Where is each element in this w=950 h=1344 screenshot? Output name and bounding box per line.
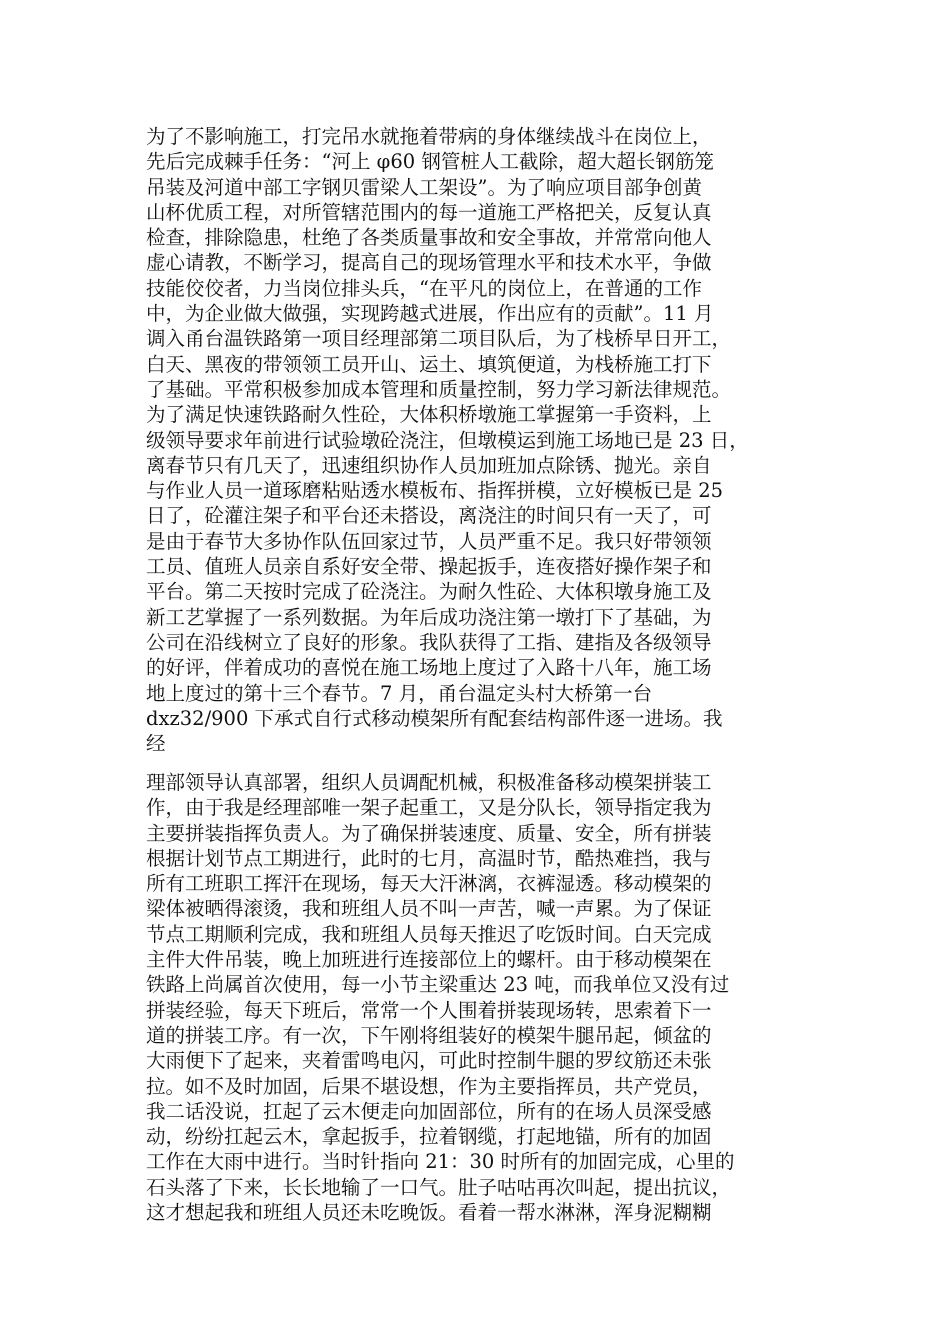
- text-line: 工作在大雨中进行。当时针指向 21：30 时所有的加固完成，心里的: [146, 1150, 735, 1174]
- text-line: 主要拼装指挥负责人。为了确保拼装速度、质量、安全，所有拼装: [146, 821, 712, 845]
- text-line: 日了，砼灌注架子和平台还未搭设，离浇注的时间只有一天了，可: [146, 504, 712, 528]
- text-line: 是由于春节大多协作队伍回家过节，人员严重不足。我只好带领领: [146, 529, 712, 553]
- text-line: 级领导要求年前进行试验墩砼浇注，但墩模运到施工场地已是 23 日，: [146, 428, 749, 452]
- text-line: 拉。如不及时加固，后果不堪设想，作为主要指挥员，共产党员，: [146, 1074, 712, 1098]
- text-line: 我二话没说，扛起了云木便走向加固部位，所有的在场人员深受感: [146, 1099, 712, 1123]
- text-line: 梁体被晒得滚烫，我和班组人员不叫一声苦，喊一声累。为了保证: [146, 897, 712, 921]
- text-line: 调入甬台温铁路第一项目经理部第二项目队后，为了栈桥早日开工，: [146, 327, 732, 351]
- text-line: 离春节只有几天了，迅速组织协作人员加班加点除锈、抛光。亲自: [146, 453, 712, 477]
- text-line: dxz32/900 下承式自行式移动模架所有配套结构部件逐一进场。我: [146, 706, 723, 730]
- text-line: 铁路上尚属首次使用，每一小节主梁重达 23 吨，而我单位又没有过: [146, 973, 730, 997]
- text-line: 根据计划节点工期进行，此时的七月，高温时节，酷热难挡，我与: [146, 846, 712, 870]
- text-line: 了基础。平常积极参加成本管理和质量控制，努力学习新法律规范。: [146, 377, 732, 401]
- paragraph-1: [146, 124, 816, 756]
- text-line: 节点工期顺利完成，我和班组人员每天推迟了吃饭时间。白天完成: [146, 922, 712, 946]
- text-line: 检查，排除隐患，杜绝了各类质量事故和安全事故，并常常向他人: [146, 226, 712, 250]
- text-line: 石头落了下来，长长地输了一口气。肚子咕咕再次叫起，提出抗议，: [146, 1175, 732, 1199]
- paragraph-2: [146, 770, 816, 1225]
- text-line: 作，由于我是经理部唯一架子起重工，又是分队长，领导指定我为: [146, 796, 712, 820]
- text-line: 新工艺掌握了一系列数据。为年后成功浇注第一墩打下了基础，为: [146, 605, 712, 629]
- text-line: 所有工班职工挥汗在现场，每天大汗淋漓，衣裤湿透。移动模架的: [146, 872, 712, 896]
- text-line: 经: [146, 732, 166, 756]
- text-line: 吊装及河道中部工字钢贝雷梁人工架设”。为了响应项目部争创黄: [146, 175, 702, 199]
- text-line: 这才想起我和班组人员还未吃晚饭。看着一帮水淋淋，浑身泥糊糊: [146, 1201, 712, 1225]
- text-line: 工员、值班人员亲自系好安全带、操起扳手，连夜搭好操作架子和: [146, 555, 712, 579]
- text-line: 为了满足快速铁路耐久性砼，大体积桥墩施工掌握第一手资料，上: [146, 403, 712, 427]
- text-line: 拼装经验，每天下班后，常常一个人围着拼装现场转，思索着下一: [146, 998, 712, 1022]
- text-line: 为了不影响施工，打完吊水就拖着带病的身体继续战斗在岗位上，: [146, 125, 712, 148]
- text-line: 主件大件吊装，晚上加班进行连接部位上的螺杆。由于移动模架在: [146, 948, 712, 972]
- text-line: 先后完成棘手任务：“河上 φ60 钢管桩人工截除，超大超长钢筋笼: [146, 150, 714, 174]
- text-line: 道的拼装工序。有一次，下午刚将组装好的模架牛腿吊起，倾盆的: [146, 1023, 712, 1047]
- text-line: 虚心请教，不断学习，提高自己的现场管理水平和技术水平，争做: [146, 251, 712, 275]
- text-line: 平台。第二天按时完成了砼浇注。为耐久性砼、大体积墩身施工及: [146, 580, 712, 604]
- text-line: 地上度过的第十三个春节。7 月，甬台温定头村大桥第一台: [146, 681, 653, 705]
- text-line: 的好评，伴着成功的喜悦在施工场地上度过了入路十八年，施工场: [146, 656, 712, 680]
- text-line: 白天、黑夜的带领领工员开山、运土、填筑便道，为栈桥施工打下: [146, 352, 712, 376]
- text-line: 理部领导认真部署，组织人员调配机械，积极准备移动模架拼装工: [146, 771, 712, 794]
- text-line: 公司在沿线树立了良好的形象。我队获得了工指、建指及各级领导: [146, 630, 712, 654]
- text-line: 技能佼佼者，力当岗位排头兵，“在平凡的岗位上，在普通的工作: [146, 276, 702, 300]
- text-line: 动，纷纷扛起云木，拿起扳手，拉着钢缆，打起地锚，所有的加固: [146, 1125, 712, 1149]
- text-line: 山杯优质工程，对所管辖范围内的每一道施工严格把关，反复认真: [146, 200, 712, 224]
- text-line: 中，为企业做大做强，实现跨越式进展，作出应有的贡献”。11 月: [146, 302, 714, 326]
- text-line: 大雨便下了起来，夹着雷鸣电闪，可此时控制牛腿的罗纹筋还未张: [146, 1049, 712, 1073]
- text-line: 与作业人员一道琢磨粘贴透水模板布、指挥拼模，立好模板已是 25: [146, 479, 724, 503]
